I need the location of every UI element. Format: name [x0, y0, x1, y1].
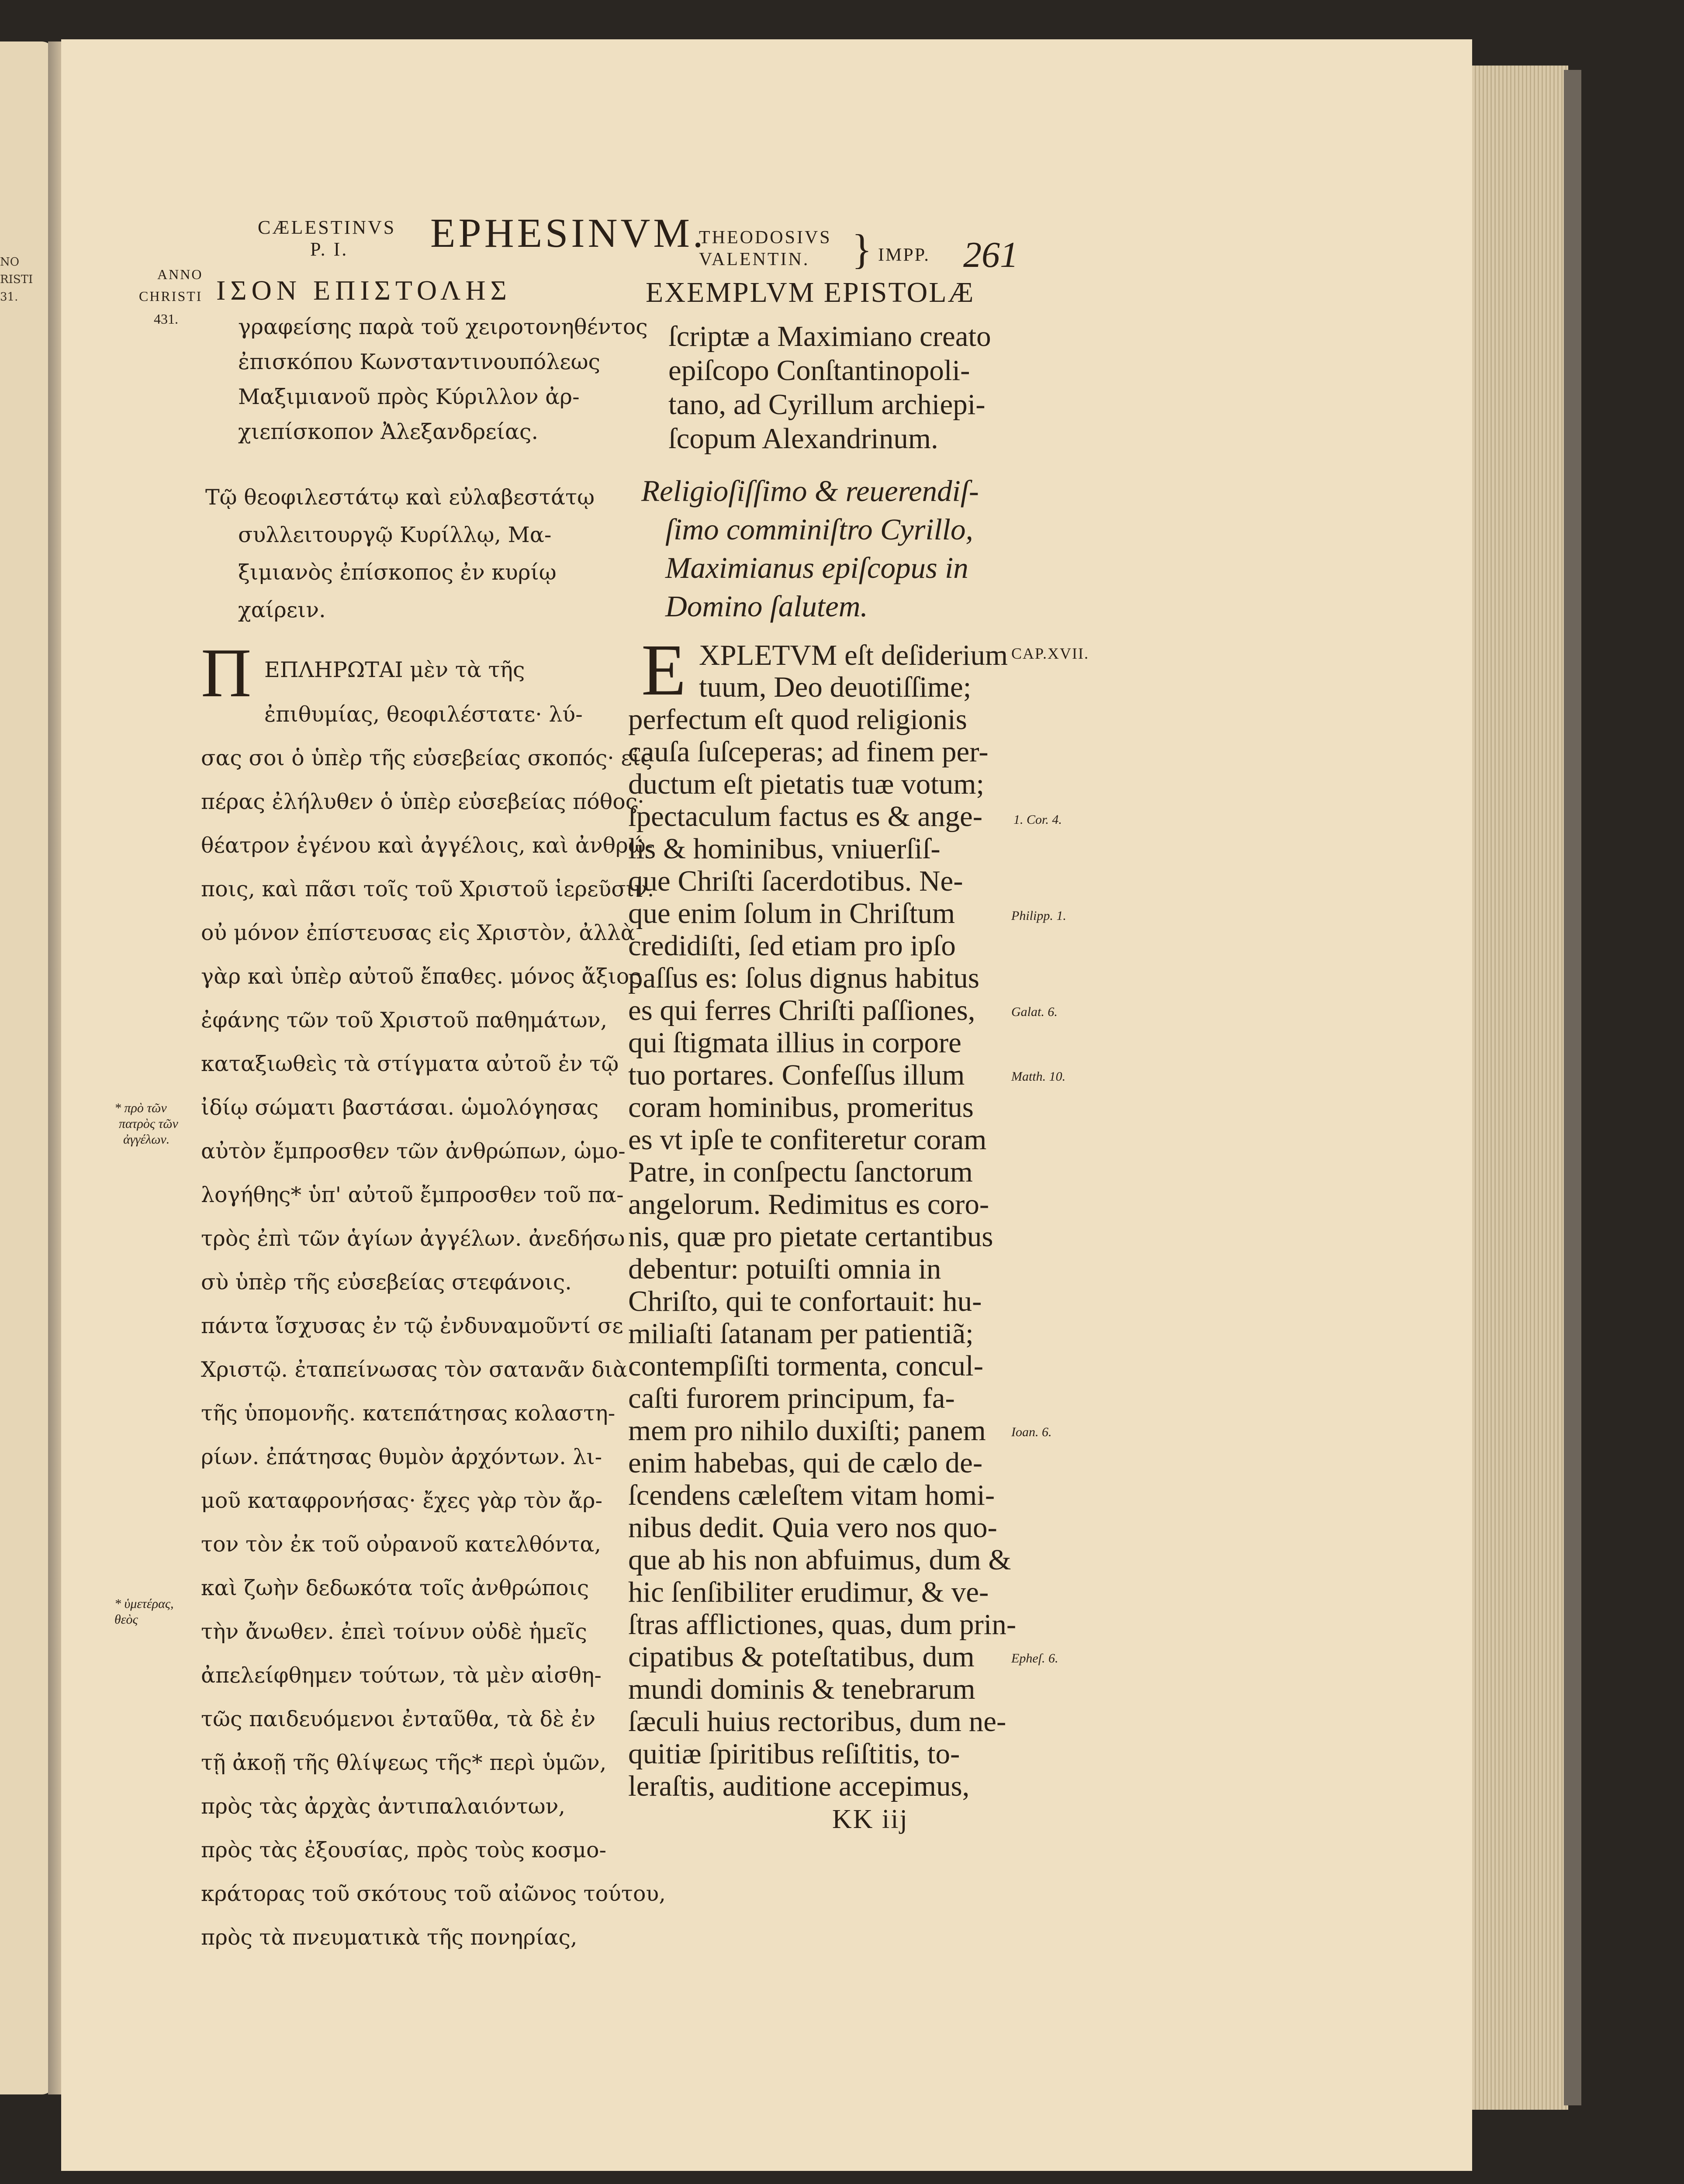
latin-body-line: cauſa ſuſceperas; ad finem per-	[628, 736, 989, 768]
latin-body-line: nis, quæ pro pietate certantibus	[628, 1220, 993, 1253]
greek-body-line: ποις, καὶ πᾶσι τοῖς τοῦ Χριστοῦ ἱερεῦσιν.	[201, 877, 654, 902]
latin-body-line: ſcendens cæleſtem vitam homi-	[628, 1479, 995, 1511]
chapter-marker: CAP.XVII.	[1011, 645, 1089, 662]
greek-body-line: σας σοι ὁ ὑπὲρ τῆς εὐσεβείας σκοπός· εἰς	[201, 746, 653, 771]
scripture-reference: 1. Cor. 4.	[1013, 812, 1062, 827]
greek-body-line: τῆς ὑπομονῆς. κατεπάτησας κολαστη-	[201, 1401, 616, 1426]
latin-body-line: enim habebas, qui de cælo de-	[628, 1447, 983, 1479]
header-left-line1: CÆLESTINVS	[258, 217, 396, 238]
margin-note-line: πατρὸς τῶν	[119, 1116, 178, 1131]
latin-body-line: tuo portares. Confeſſus illum	[628, 1059, 965, 1091]
latin-second-line: tuum, Deo deuotiſſime;	[699, 671, 972, 703]
greek-body-line: αὐτὸν ἔμπροσθεν τῶν ἀνθρώπων, ὡμο-	[201, 1139, 626, 1164]
latin-body-line: ſæculi huius rectoribus, dum ne-	[628, 1705, 1006, 1738]
greek-body-line: κράτορας τοῦ σκότους τοῦ αἰῶνος τούτου,	[201, 1881, 666, 1906]
greek-body-line: πρὸς τὰ πνευματικὰ τῆς πονηρίας,	[201, 1925, 577, 1950]
scripture-reference: Ioan. 6.	[1011, 1425, 1052, 1439]
greek-body-line: πάντα ἴσχυσας ἐν τῷ ἐνδυναμοῦντί σε	[201, 1313, 623, 1338]
latin-subtitle-line: epiſcopo Conſtantinopoli-	[668, 354, 970, 387]
latin-body-line: caſti furorem principum, fa-	[628, 1382, 955, 1414]
latin-body-line: angelorum. Redimitus es coro-	[628, 1188, 989, 1220]
greek-body-line: οὐ μόνον ἐπίστευσας εἰς Χριστὸν, ἀλλὰ	[201, 920, 635, 945]
greek-salutation-line: Τῷ θεοφιλεστάτῳ καὶ εὐλαβεστάτῳ	[205, 485, 595, 510]
latin-body-line: perfectum eſt quod religionis	[628, 703, 967, 736]
header-right-line1: THEODOSIVS	[699, 228, 832, 248]
latin-body-line: lis & hominibus, vniuerſiſ-	[628, 833, 941, 865]
greek-subtitle-line: ἐπισκόπου Κωνσταντινουπόλεως	[238, 349, 601, 374]
greek-body-line: Χριστῷ. ἐταπείνωσας τὸν σατανᾶν διὰ	[201, 1357, 627, 1382]
header-right-line2: VALENTIN.	[699, 249, 810, 270]
greek-body-line: καταξιωθεὶς τὰ στίγματα αὐτοῦ ἐν τῷ	[201, 1051, 619, 1076]
greek-title: ΙΣΟΝ ΕΠΙΣΤΟΛΗΣ	[216, 275, 512, 306]
latin-body-line: hic ſenſibiliter erudimur, & ve-	[628, 1576, 989, 1608]
latin-body-line: que ab his non abfuimus, dum &	[628, 1544, 1011, 1576]
latin-body-line: coram hominibus, promeritus	[628, 1091, 974, 1123]
greek-body-line: ρίων. ἐπάτησας θυμὸν ἀρχόντων. λι-	[201, 1444, 602, 1469]
facing-fragment: 31.	[0, 290, 18, 304]
header-impp: IMPP.	[878, 245, 930, 265]
greek-body-line: τρὸς ἐπὶ τῶν ἁγίων ἀγγέλων. ἀνεδήσω	[201, 1226, 625, 1251]
latin-subtitle-line: ſcopum Alexandrinum.	[668, 422, 938, 455]
latin-title: EXEMPLVM EPISTOLÆ	[646, 276, 975, 308]
greek-body-line: θέατρον ἐγένου καὶ ἀγγέλοις, καὶ ἀνθρώ-	[201, 833, 653, 858]
greek-salutation-line: ξιμιανὸς ἐπίσκοπος ἐν κυρίῳ	[238, 560, 557, 585]
greek-body-line: τῶς παιδευόμενοι ἐνταῦθα, τὰ δὲ ἐν	[201, 1707, 596, 1731]
greek-body-line: τῇ ἀκοῇ τῆς θλίψεως τῆς* περὶ ὑμῶν,	[201, 1750, 607, 1775]
latin-body-line: miliaſti ſatanam per patientiã;	[628, 1317, 974, 1350]
latin-body-line: que Chriſti ſacerdotibus. Ne-	[628, 865, 963, 897]
greek-subtitle-line: χιεπίσκοπον Ἀλεξανδρείας.	[238, 419, 539, 444]
greek-body-line: τον τὸν ἐκ τοῦ οὐρανοῦ κατελθόντα,	[201, 1532, 602, 1557]
latin-subtitle-line: tano, ad Cyrillum archiepi-	[668, 388, 986, 421]
latin-body-line: paſſus es: ſolus dignus habitus	[628, 962, 979, 994]
latin-body-line: contempſiſti tormenta, concul-	[628, 1350, 984, 1382]
header-left-line2: P. I.	[310, 238, 349, 260]
greek-salutation-line: χαίρειν.	[238, 598, 326, 622]
latin-body-line: que enim ſolum in Chriſtum	[628, 897, 955, 930]
greek-body-line: ἐπιθυμίας, θεοφιλέστατε· λύ-	[264, 702, 583, 727]
greek-body-line: μοῦ καταφρονήσας· ἔχες γὰρ τὸν ἄρ-	[201, 1488, 603, 1513]
margin-note-line: * πρὸ τῶν	[114, 1101, 167, 1115]
latin-body-line: mundi dominis & tenebrarum	[628, 1673, 975, 1705]
margin-note-line: * ὑμετέρας,	[114, 1597, 174, 1611]
latin-body-line: leraſtis, auditione accepimus,	[628, 1770, 970, 1802]
facing-page-edge	[0, 41, 55, 2094]
greek-body-line: σὺ ὑπὲρ τῆς εὐσεβείας στεφάνοις.	[201, 1270, 572, 1295]
latin-body-line: es vt ipſe te confiteretur coram	[628, 1123, 987, 1156]
margin-year: 431.	[154, 311, 178, 327]
header-brace: }	[852, 226, 872, 273]
facing-fragment: NO	[0, 256, 20, 269]
latin-first-line: XPLETVM eſt deſiderium	[699, 639, 1008, 671]
greek-subtitle-line: γραφείσης παρὰ τοῦ χειροτονηθέντος	[238, 314, 648, 339]
greek-body-line: καὶ ζωὴν δεδωκότα τοῖς ἀνθρώποις	[201, 1576, 589, 1600]
latin-body-line: es qui ferres Chriſti paſſiones,	[628, 994, 975, 1026]
latin-body-line: qui ſtigmata illius in corpore	[628, 1026, 961, 1059]
scripture-reference: Matth. 10.	[1011, 1069, 1066, 1084]
greek-body-line: ἰδίῳ σώματι βαστάσαι. ὡμολόγησας	[201, 1095, 599, 1120]
latin-salutation-line: Domino ſalutem.	[665, 590, 868, 623]
greek-subtitle-line: Μαξιμιανοῦ πρὸς Κύριλλον ἀρ-	[238, 384, 580, 409]
latin-body-line: Patre, in conſpectu ſanctorum	[628, 1156, 973, 1188]
greek-body-line: ἀπελείφθημεν τούτων, τὰ μὲν αἰσθη-	[201, 1663, 602, 1688]
latin-salutation-line: Maximianus epiſcopus in	[665, 551, 968, 584]
latin-salutation-line: ſimo comminiſtro Cyrillo,	[665, 513, 973, 546]
greek-body-line: γὰρ καὶ ὑπὲρ αὐτοῦ ἔπαθες. μόνος ἄξιος	[201, 964, 641, 989]
latin-body-line: debentur: potuiſti omnia in	[628, 1253, 941, 1285]
greek-drop-initial: Π	[201, 634, 252, 712]
facing-fragment: RISTI	[0, 273, 33, 286]
signature-mark: KK iij	[832, 1804, 909, 1834]
margin-note-line: θεὸς	[114, 1612, 138, 1627]
facing-page-fragments	[0, 253, 33, 306]
latin-salutation-line: Religioſiſſimo & reuerendiſ-	[641, 474, 979, 508]
latin-body-line: quitiæ ſpiritibus reſiſtitis, to-	[628, 1738, 960, 1770]
latin-body-line: ſtras afflictiones, quas, dum prin-	[628, 1608, 1017, 1641]
scripture-reference: Philipp. 1.	[1011, 909, 1066, 923]
page-edges	[1472, 66, 1568, 2110]
margin-note-line: ἀγγέλων.	[123, 1132, 170, 1147]
latin-body-line: ſpectaculum factus es & ange-	[628, 800, 983, 833]
margin-anno: ANNO	[157, 266, 203, 282]
greek-body-line: ἐφάνης τῶν τοῦ Χριστοῦ παθημάτων,	[201, 1008, 608, 1033]
scripture-reference: Galat. 6.	[1011, 1005, 1058, 1019]
margin-christi: CHRISTI	[139, 288, 203, 304]
latin-body-line: nibus dedit. Quia vero nos quo-	[628, 1511, 997, 1544]
header-center-title: EPHESINVM.	[430, 211, 706, 256]
latin-body-line: cipatibus & poteſtatibus, dum	[628, 1641, 975, 1673]
scripture-reference: Epheſ. 6.	[1011, 1651, 1058, 1666]
greek-first-line: ΕΠΛΗΡΩΤΑΙ μὲν τὰ τῆς	[264, 657, 525, 682]
latin-body-line: mem pro nihilo duxiſti; panem	[628, 1414, 986, 1447]
latin-drop-initial: E	[641, 629, 686, 711]
latin-body-line: Chriſto, qui te confortauit: hu-	[628, 1285, 982, 1317]
greek-body-line: λογήθης* ὑπ' αὐτοῦ ἔμπροσθεν τοῦ πα-	[201, 1182, 624, 1207]
greek-body-line: πρὸς τὰς ἐξουσίας, πρὸς τοὺς κοσμο-	[201, 1838, 607, 1863]
binding-edge	[1564, 70, 1581, 2105]
greek-body-line: πρὸς τὰς ἀρχὰς ἀντιπαλαιόντων,	[201, 1794, 566, 1819]
greek-body-line: τὴν ἄνωθεν. ἐπεὶ τοίνυν οὐδὲ ἡμεῖς	[201, 1619, 587, 1644]
page-number: 261	[963, 235, 1018, 275]
latin-body-line: ductum eſt pietatis tuæ votum;	[628, 768, 985, 800]
latin-subtitle-line: ſcriptæ a Maximiano creato	[668, 320, 991, 352]
greek-salutation-line: συλλειτουργῷ Κυρίλλῳ, Μα-	[238, 522, 552, 547]
latin-body-line: credidiſti, ſed etiam pro ipſo	[628, 930, 956, 962]
greek-body-line: πέρας ἐλήλυθεν ὁ ὑπὲρ εὐσεβείας πόθος·	[201, 789, 644, 814]
